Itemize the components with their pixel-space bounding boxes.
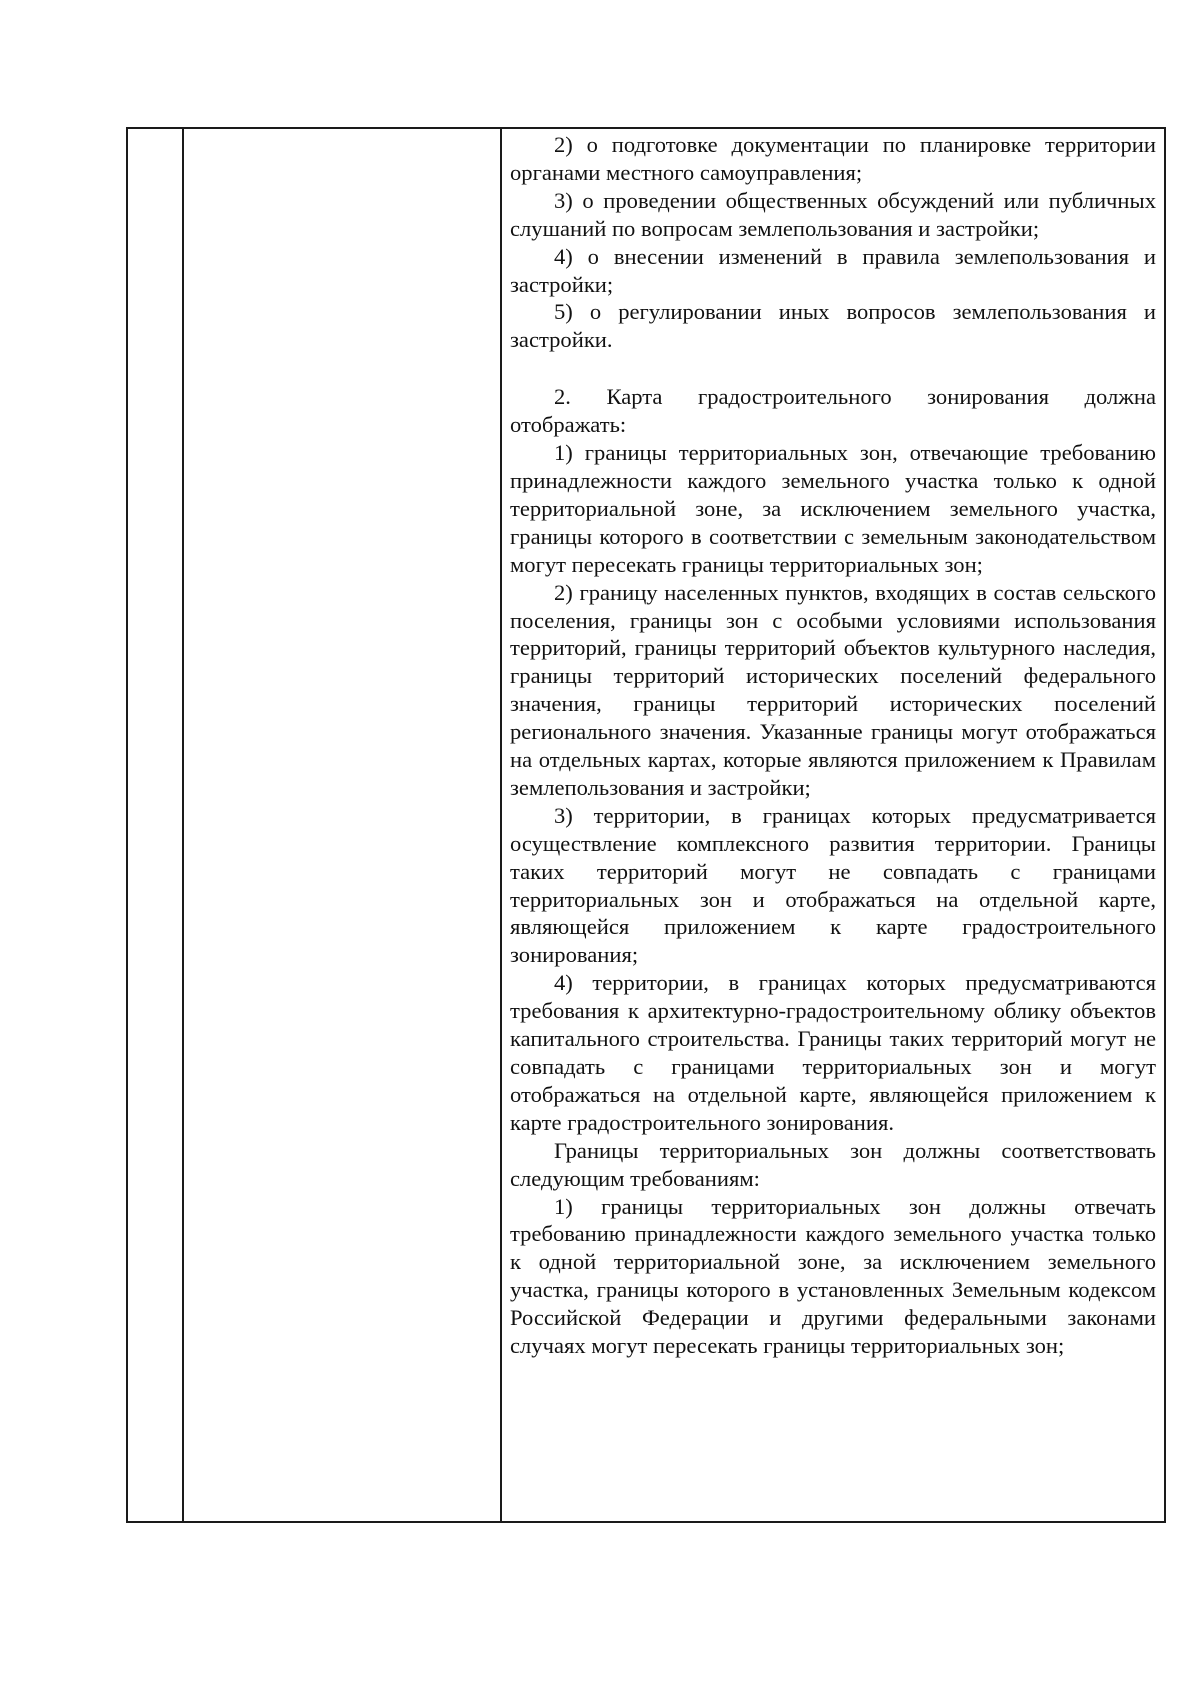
table-column-number <box>128 129 184 1521</box>
paragraph: 3) территории, в границах которых предусматривается осуществление комплексного развития территории. Границы таких территорий могут не совпадать с границами территориальных зон и отображаться на отдельной карте, являющейся приложением к карте градостроительного зонирования; <box>510 802 1156 968</box>
paragraph: 3) о проведении общественных обсуждений или публичных слушаний по вопросам землепользования и застройки; <box>510 187 1156 241</box>
paragraph: 1) границы территориальных зон должны отвечать требованию принадлежности каждого земельного участка только к одной территориальной зоне, за исключением земельного участка, границы которого в установленных Земельным кодексом Российской Федерации и другими федеральными законами случаях могут пересекать границы территориальных зон; <box>510 1193 1156 1359</box>
table-column-description <box>184 129 502 1521</box>
paragraph: 2) о подготовке документации по планировке территории органами местного самоуправления; <box>510 132 1156 185</box>
paragraph: 2. Карта градостроительного зонирования должна отображать: <box>510 384 1156 438</box>
paragraph: 1) границы территориальных зон, отвечающие требованию принадлежности каждого земельного участка только к одной территориальной зоне, за исключением земельного участка, границы которого в соответствии с земельным законодательством могут пересекать границы территориальных зон; <box>510 440 1156 577</box>
table-column-content <box>502 129 1164 1521</box>
paragraph: Границы территориальных зон должны соответствовать следующим требованиям: <box>510 1137 1156 1191</box>
paragraph-gap <box>510 354 1156 383</box>
paragraph: 4) о внесении изменений в правила землепользования и застройки; <box>510 243 1156 297</box>
paragraph: 4) территории, в границах которых предусматриваются требования к архитектурно-градостроительному облику объектов капитального строительства. Границы таких территорий могут не совпадать с границами территориальных зон и могут отображаться на отдельной карте, являющейся приложением к карте градостроительного зонирования. <box>510 970 1156 1135</box>
document-table <box>126 127 1166 1523</box>
paragraph: 5) о регулировании иных вопросов землепользования и застройки. <box>510 299 1156 353</box>
paragraph: 2) границу населенных пунктов, входящих в состав сельского поселения, границы зон с особыми условиями использования территорий, границы территорий объектов культурного наследия, границы территорий исторических поселений федерального значения, границы территорий исторических поселений регионального значения. Указанные границы могут отображаться на отдельных картах, которые являются приложением к Правилам землепользования и застройки; <box>510 579 1156 800</box>
